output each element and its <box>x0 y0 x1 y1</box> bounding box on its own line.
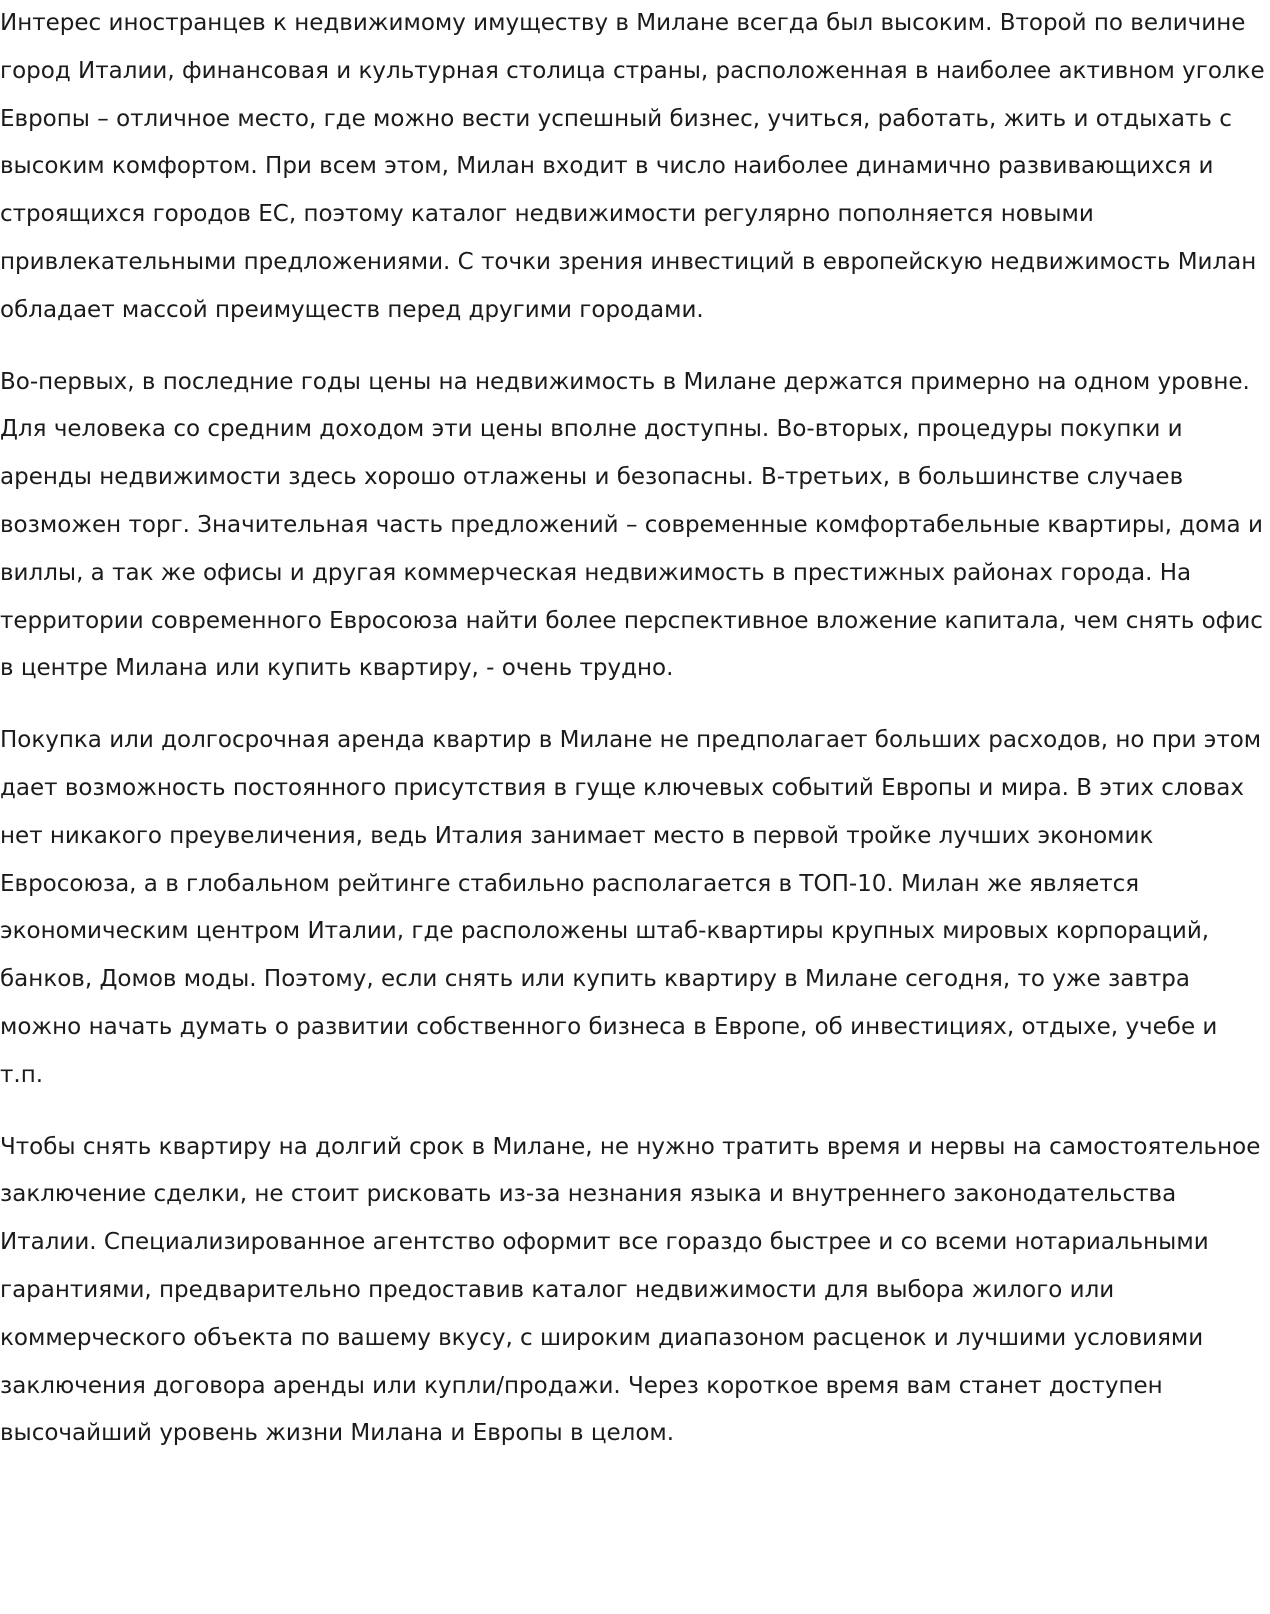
paragraph-economy: Покупка или долгосрочная аренда квартир в Милане не предполагает больших расходов, но при этом дает возможность постоянного присутствия в гуще ключевых событий Европы и мира. В этих словах нет никакого преувеличения, ведь Италия занимает место в первой тройке лучших экономик Евросоюза, а в глобальном рейтинге стабильно располагается в ТОП-10. Милан же является экономическим центром Италии, где расположены штаб-квартиры крупных мировых корпораций, банков, Домов моды. Поэтому, если снять или купить квартиру в Милане сегодня, то уже завтра можно начать думать о развитии собственного бизнеса в Европе, об инвестициях, отдыхе, учебе и т.п. <box>0 727 1262 1088</box>
paragraph-intro: Интерес иностранцев к недвижимому имуществу в Милане всегда был высоким. Второй по величине город Италии, финансовая и культурная столица страны, расположенная в наиболее активном уголке Европы – отличное место, где можно вести успешный бизнес, учиться, работать, жить и отдыхать с высоким комфортом. При всем этом, Милан входит в число наиболее динамично развивающихся и строящихся городов ЕС, поэтому каталог недвижимости регулярно пополняется новыми привлекательными предложениями. С точки зрения инвестиций в европейскую недвижимость Милан обладает массой преимуществ перед другими городами. <box>0 10 1265 323</box>
paragraph-agency: Чтобы снять квартиру на долгий срок в Милане, не нужно тратить время и нервы на самостоятельное заключение сделки, не стоит рисковать из-за незнания языка и внутреннего законодательства Италии. Специализированное агентство оформит все гораздо быстрее и со всеми нотариальными гарантиями, предварительно предоставив каталог недвижимости для выбора жилого или коммерческого объекта по вашему вкусу, с широким диапазоном расценок и лучшими условиями заключения договора аренды или купли/продажи. Через короткое время вам станет доступен высочайший уровень жизни Милана и Европы в целом. <box>0 1133 1261 1447</box>
paragraph-advantages: Во-первых, в последние годы цены на недвижимость в Милане держатся примерно на одном уровне. Для человека со средним доходом эти цены вполне доступны. Во-вторых, процедуры покупки и аренды недвижимости здесь хорошо отлажены и безопасны. В-третьих, в большинстве случаев возможен торг. Значительная часть предложений – современные комфортабельные квартиры, дома и виллы, а так же офисы и другая коммерческая недвижимость в престижных районах города. На территории современного Евросоюза найти более перспективное вложение капитала, чем снять офис в центре Милана или купить квартиру, - очень трудно. <box>0 368 1263 682</box>
